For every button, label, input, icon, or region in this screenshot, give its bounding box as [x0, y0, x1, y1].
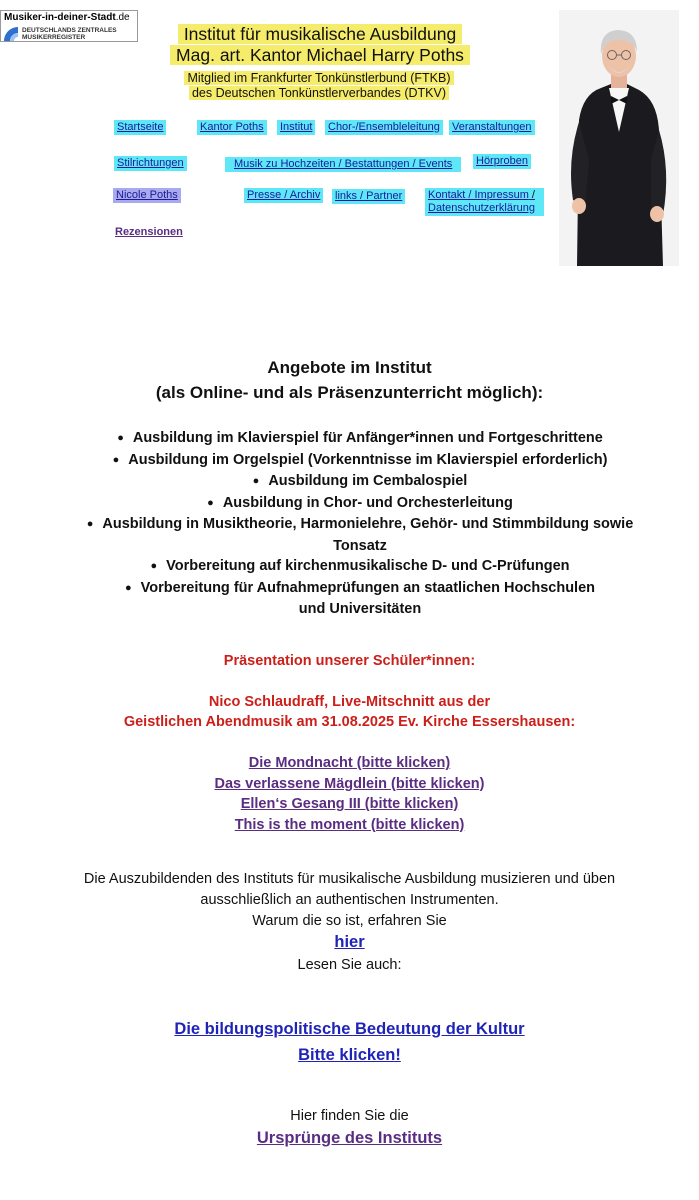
recording-links [0, 753, 699, 835]
presentation-line-2: Geistlichen Abendmusik am 31.08.2025 Ev. Kirche Essershausen: [123, 714, 576, 730]
presentation-line-1: Nico Schlaudraff, Live-Mitschnitt aus der [208, 694, 491, 710]
authentic-line-3: Warum die so ist, erfahren Sie [252, 913, 447, 929]
membership-line-1: Mitglied im Frankfurter Tonkünstlerbund (FTKB) [184, 71, 453, 85]
membership-line-2: des Deutschen Tonkünstlerverbandes (DTKV) [189, 86, 449, 100]
list-item: ● Vorbereitung für Aufnahmeprüfungen an staatlichen Hochschulen und Universitäten [60, 578, 660, 620]
badge-tagline: DEUTSCHLANDS ZENTRALES MUSIKERREGISTER [22, 27, 117, 41]
origins-intro: Hier finden Sie die [290, 1108, 409, 1124]
badge-site-name: Musiker-in-deiner-Stadt.de [4, 12, 130, 23]
nav-kontakt-group [425, 188, 544, 216]
title-line-1: Institut für musikalische Ausbildung [178, 24, 462, 44]
nav-presse-archiv[interactable]: Presse / Archiv [244, 188, 323, 203]
offers-heading: Angebote im Institut (als Online- und als Präsenzunterricht möglich): [155, 358, 544, 402]
offers-list [60, 428, 660, 620]
list-item: ● Ausbildung in Musiktheorie, Harmonielehre, Gehör- und Stimmbildung sowie Tonsatz [60, 514, 660, 556]
nav-stilrichtungen[interactable]: Stilrichtungen [114, 156, 187, 171]
nav-startseite[interactable]: Startseite [114, 120, 166, 135]
link-bitte-klicken[interactable]: Bitte klicken! [298, 1046, 401, 1064]
authentic-line-2: ausschließlich an authentischen Instrumenten. [200, 892, 499, 908]
portrait-photo [559, 10, 679, 266]
nav-chor-ensembleleitung[interactable]: Chor-/Ensembleleitung [325, 120, 443, 135]
membership-info [176, 71, 462, 101]
culture-link-wrap [0, 1016, 699, 1068]
read-also-label: Lesen Sie auch: [297, 957, 402, 973]
nav-hoerproben[interactable]: Hörproben [473, 154, 531, 169]
title-line-2: Mag. art. Kantor Michael Harry Poths [170, 45, 470, 65]
nav-datenschutz[interactable]: Datenschutzerklärung [428, 202, 536, 214]
link-this-is-the-moment[interactable]: This is the moment (bitte klicken) [234, 816, 465, 833]
authentic-instruments-text [0, 869, 699, 932]
portrait-illustration [559, 10, 679, 266]
nav-separator: / [528, 189, 535, 201]
link-das-verlassene-maegdlein[interactable]: Das verlassene Mägdlein (bitte klicken) [214, 775, 485, 792]
link-die-mondnacht[interactable]: Die Mondnacht (bitte klicken) [248, 755, 451, 771]
page-title [154, 24, 486, 66]
list-item: ● Ausbildung im Cembalospiel [60, 471, 660, 493]
nav-institut[interactable]: Institut [277, 120, 315, 135]
presentation-heading: Präsentation unserer Schüler*innen: [223, 653, 476, 669]
nav-kontakt-impressum[interactable]: Kontakt / Impressum [428, 189, 529, 201]
authentic-line-1: Die Auszubildenden des Instituts für musikalische Ausbildung musizieren und üben [83, 871, 616, 887]
link-bildungspolitische-bedeutung[interactable]: Die bildungspolitische Bedeutung der Kultur [174, 1020, 525, 1038]
list-item: ● Ausbildung im Orgelspiel (Vorkenntnisse im Klavierspiel erforderlich) [60, 450, 660, 472]
link-urspruenge-des-instituts[interactable]: Ursprünge des Instituts [256, 1129, 443, 1147]
hier-link-wrap [0, 931, 699, 953]
list-item: ● Vorbereitung auf kirchenmusikalische D- und C-Prüfungen [60, 556, 660, 578]
nav-rezensionen[interactable]: Rezensionen [115, 226, 183, 238]
nav-links-partner[interactable]: links / Partner [332, 189, 405, 204]
nav-veranstaltungen[interactable]: Veranstaltungen [449, 120, 535, 135]
origins-link-wrap [0, 1126, 699, 1150]
link-hier[interactable]: hier [334, 933, 365, 951]
link-ellens-gesang[interactable]: Ellen‘s Gesang III (bitte klicken) [240, 796, 459, 812]
nav-kantor-poths[interactable]: Kantor Poths [197, 120, 267, 135]
list-item: ● Ausbildung in Chor- und Orchesterleitung [60, 493, 660, 515]
nav-nicole-poths[interactable]: Nicole Poths [113, 188, 181, 203]
list-item: ● Ausbildung im Klavierspiel für Anfänger*innen und Fortgeschrittene [60, 428, 660, 450]
register-logo-icon [3, 26, 19, 42]
nav-musik-events[interactable]: Musik zu Hochzeiten / Bestattungen / Events [225, 157, 461, 172]
musikerregister-badge[interactable] [0, 10, 138, 42]
